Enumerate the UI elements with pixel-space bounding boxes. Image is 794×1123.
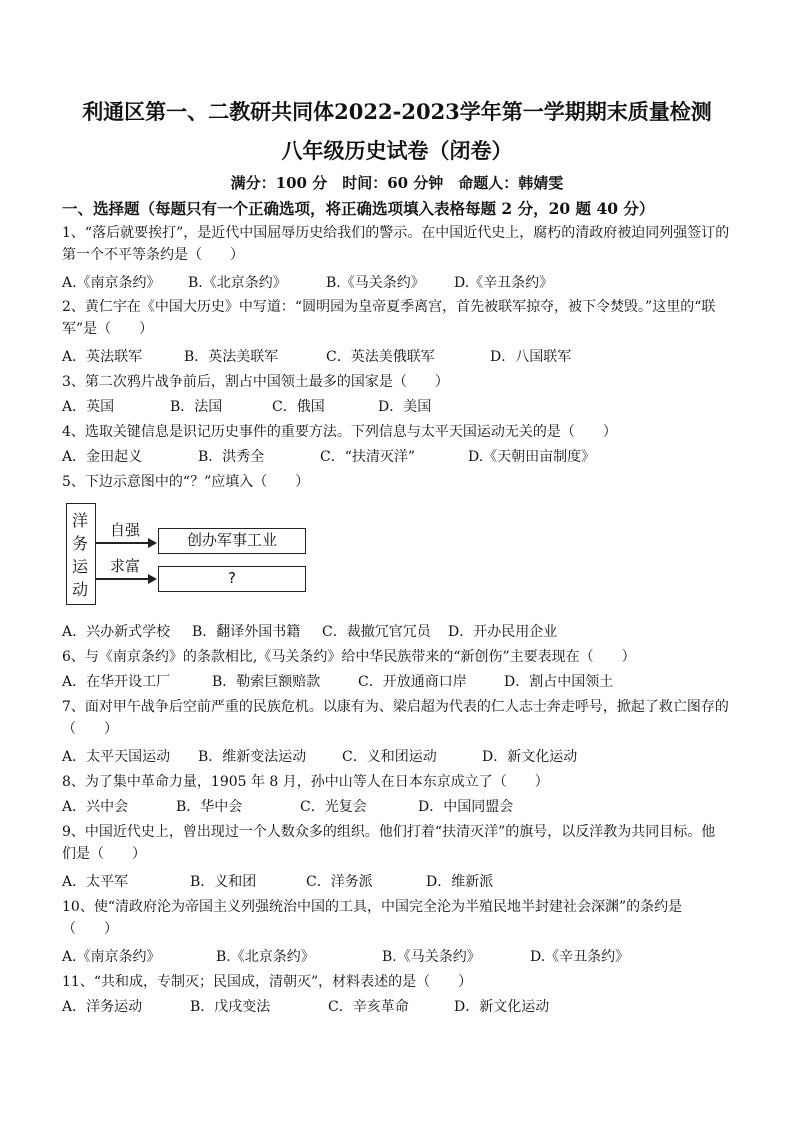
option-d: D．开办民用企业	[448, 624, 558, 640]
option-a: A.《南京条约》	[62, 949, 161, 965]
upper-arrow-line	[96, 542, 148, 544]
question-6-stem	[62, 646, 636, 668]
option-c: C．“扶清灭洋”	[320, 449, 416, 465]
option-a: A．英国	[62, 399, 115, 415]
option-a: A．兴中会	[62, 799, 129, 815]
option-a: A．英法联军	[62, 349, 143, 365]
option-b: B.《北京条约》	[188, 275, 287, 291]
question-1-stem	[62, 222, 729, 266]
question-5-line-1: 5、下边示意图中的“？”应填入（ ）	[62, 474, 310, 490]
option-a: A．在华开设工厂	[62, 674, 171, 690]
question-7-line-1: 7、面对甲午战争后空前严重的民族危机。以康有为、梁启超为代表的仁人志士奔走呼号，掀起了救亡图存的	[62, 699, 729, 715]
option-b: B．法国	[170, 399, 223, 415]
option-d: D．割占中国领土	[504, 674, 614, 690]
question-3-stem	[62, 371, 449, 393]
question-1-line-2: 第一个不平等条约是（ ）	[62, 247, 244, 263]
side-char-1: 洋	[72, 511, 89, 530]
question-8-line-1: 8、为了集中革命力量，1905 年 8 月，孙中山等人在日本东京成立了（ ）	[62, 774, 549, 790]
exam-subtitle: 八年级历史试卷（闭卷）	[281, 138, 513, 163]
option-b: B．戊戌变法	[190, 999, 271, 1015]
option-c: B.《马关条约》	[326, 275, 425, 291]
option-a: A．洋务运动	[62, 999, 143, 1015]
diagram-side-box	[66, 503, 96, 605]
option-d: D．美国	[378, 399, 432, 415]
question-1-options	[62, 272, 762, 294]
option-b: B．维新变法运动	[198, 749, 307, 765]
question-2-line-2: 军”是（ ）	[62, 321, 154, 337]
side-char-4: 动	[72, 580, 89, 599]
question-6-options	[62, 671, 762, 693]
upper-arrow-head	[148, 538, 157, 548]
option-c: C．裁撤冗官冗员	[322, 624, 431, 640]
question-9-line-2: 们是（ ）	[62, 846, 146, 862]
option-d: D.《辛丑条约》	[454, 275, 554, 291]
question-8-options	[62, 796, 762, 818]
question-5-stem	[62, 471, 309, 493]
option-d: D．新文化运动	[482, 749, 578, 765]
option-c: C．辛亥革命	[328, 999, 409, 1015]
option-d: D．八国联军	[490, 349, 572, 365]
option-c: C．洋务派	[306, 874, 373, 890]
lower-box: ?	[158, 566, 306, 592]
question-10-options	[62, 946, 762, 968]
option-c: C．英法美俄联军	[326, 349, 435, 365]
question-9-line-1: 9、中国近代史上，曾出现过一个人数众多的组织。他们打着“扶清灭洋”的旗号，以反洋教为共同目标。他	[62, 824, 716, 840]
option-c: C．开放通商口岸	[358, 674, 467, 690]
question-2-stem	[62, 296, 715, 340]
exam-meta: 满分：100 分 时间：60 分钟 命题人：韩婧雯	[230, 174, 564, 192]
question-7-line-2: （ ）	[62, 721, 118, 737]
question-1-line-1: 1、“落后就要挨打”，是近代中国屈辱历史给我们的警示。在中国近代史上，腐朽的清政府被迫同列强签订的	[62, 225, 730, 241]
option-b: B.《北京条约》	[216, 949, 315, 965]
question-2-options	[62, 346, 762, 368]
question-10-line-1: 10、使“清政府沦为帝国主义列强统治中国的工具，中国完全沦为半殖民地半封建社会深渊”的条约是	[62, 899, 683, 915]
option-d: D.《辛丑条约》	[530, 949, 630, 965]
side-char-3: 运	[72, 557, 89, 576]
question-9-stem	[62, 821, 715, 865]
upper-label: 自强	[110, 521, 141, 539]
option-d: D．中国同盟会	[418, 799, 514, 815]
question-10-stem	[62, 896, 682, 940]
lower-arrow-head	[148, 574, 157, 584]
option-d: D.《天朝田亩制度》	[468, 449, 596, 465]
lower-arrow-line	[96, 578, 148, 580]
side-char-2: 务	[72, 534, 89, 553]
question-8-stem	[62, 771, 549, 793]
question-4-line-1: 4、选取关键信息是识记历史事件的重要方法。下列信息与太平天国运动无关的是（ ）	[62, 424, 617, 440]
question-3-line-1: 3、第二次鸦片战争前后，割占中国领土最多的国家是（ ）	[62, 374, 449, 390]
option-d: D．维新派	[426, 874, 494, 890]
option-b: B．翻译外国书籍	[192, 624, 301, 640]
question-11-line-1: 11、“共和成，专制灭；民国成，清朝灭”，材料表述的是（ ）	[62, 974, 473, 990]
yangwu-diagram	[66, 503, 306, 607]
question-9-options	[62, 871, 762, 893]
option-a: A.《南京条约》	[62, 275, 161, 291]
option-c: C．俄国	[272, 399, 325, 415]
question-4-stem	[62, 421, 617, 443]
question-7-stem	[62, 696, 729, 740]
option-b: B．华中会	[176, 799, 243, 815]
upper-box: 创办军事工业	[158, 528, 306, 554]
question-4-options	[62, 446, 762, 468]
option-b: B．英法美联军	[184, 349, 279, 365]
question-5-options	[62, 621, 762, 643]
option-a: A．太平天国运动	[62, 749, 171, 765]
option-c: C．义和团运动	[342, 749, 437, 765]
option-b: B．洪秀全	[198, 449, 265, 465]
lower-label: 求富	[110, 557, 141, 575]
question-3-options	[62, 396, 762, 418]
question-11-stem	[62, 971, 472, 993]
question-7-options	[62, 746, 762, 768]
question-2-line-1: 2、黄仁宇在《中国大历史》中写道：“圆明园为皇帝夏季离宫，首先被联军掠夺，被下令焚毁。”这里的“联	[62, 299, 716, 315]
option-a: A．太平军	[62, 874, 129, 890]
option-b: B．勒索巨额赔款	[212, 674, 321, 690]
option-a: A．兴办新式学校	[62, 624, 171, 640]
option-a: A．金田起义	[62, 449, 143, 465]
option-c: C．光复会	[300, 799, 367, 815]
question-10-line-2: （ ）	[62, 921, 118, 937]
option-c: B.《马关条约》	[382, 949, 481, 965]
option-b: B．义和团	[190, 874, 257, 890]
question-11-options	[62, 996, 762, 1018]
exam-title: 利通区第一、二教研共同体2022-2023学年第一学期期末质量检测	[82, 99, 712, 124]
question-6-line-1: 6、与《南京条约》的条款相比,《马关条约》给中华民族带来的“新创伤”主要表现在（ ）	[62, 649, 636, 665]
section-heading: 一、选择题（每题只有一个正确选项，将正确选项填入表格每题 2 分，20 题 40 分）	[62, 199, 655, 218]
option-d: D．新文化运动	[454, 999, 550, 1015]
